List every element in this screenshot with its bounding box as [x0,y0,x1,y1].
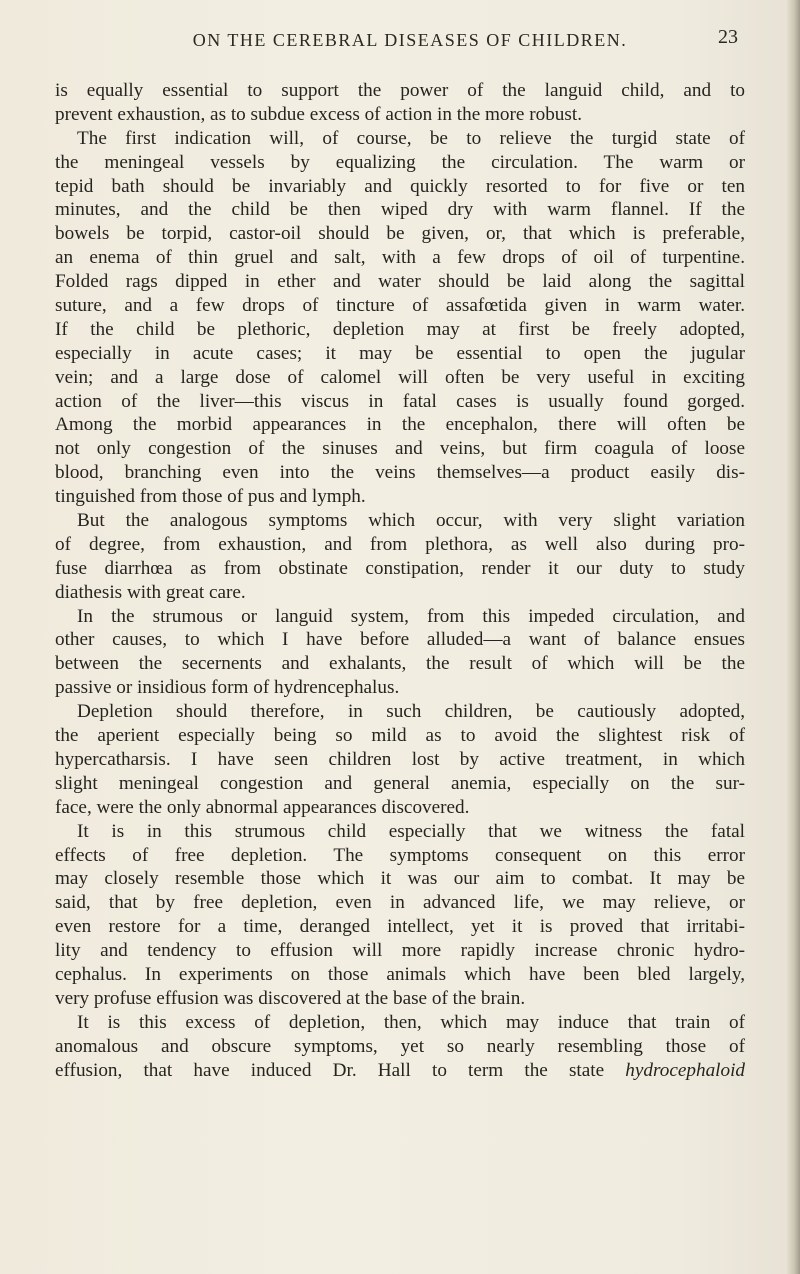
text-line [55,628,745,652]
text-line [55,915,745,939]
text-line-content: tinguished from those of pus and lymph. [55,486,366,508]
text-line-content: the meningeal vessels by equalizing the circulation. The warm or [55,151,745,173]
running-header: ON THE CEREBRAL DISEASES OF CHILDREN. [192,30,628,50]
text-line [55,581,745,605]
text-line-content: not only congestion of the sinuses and veins, but firm coagula of loose [55,438,745,460]
text-line-content: diathesis with great care. [55,581,246,603]
text-line [55,198,745,222]
text-line-content: But the analogous symptoms which occur, with very slight variation [77,510,745,532]
text-line-content: prevent exhaustion, as to subdue excess of action in the more robust. [55,103,582,125]
text-line [55,796,745,820]
text-line-content: It is in this strumous child especially that we witness the fatal [77,820,745,842]
text-line [55,437,745,461]
text-line [55,1011,745,1035]
text-line-content: fuse diarrhœa as from obstinate constipation, render it our duty to study [55,557,745,579]
text-line-content: is equally essential to support the power of the languid child, and to [55,80,745,101]
text-line [55,270,745,294]
text-line-content: effects of free depletion. The symptoms consequent on this error [55,844,745,866]
text-line-content: slight meningeal congestion and general anemia, especially on the sur- [55,772,745,794]
text-line-content: anomalous and obscure symptoms, yet so nearly resembling those of [55,1035,745,1057]
text-line-content: even restore for a time, deranged intellect, yet it is proved that irritabi- [55,916,745,938]
page-number: 23 [718,26,738,48]
text-line-content: lity and tendency to effusion will more rapidly increase chronic hydro- [55,940,745,962]
text-line-content: bowels be torpid, castor-oil should be given, or, that which is preferable, [55,223,745,245]
text-line [55,1059,745,1083]
text-line [55,772,745,796]
text-line [55,318,745,342]
text-line [55,294,745,318]
text-line [55,844,745,868]
text-line [55,724,745,748]
text-line [55,246,745,270]
text-line [55,485,745,509]
italic-term: hydrocephaloid [625,1059,746,1081]
text-line [55,222,745,246]
text-line [55,652,745,676]
text-line-content: The first indication will, of course, be to relieve the turgid state of [77,127,745,149]
text-line-content: cephalus. In experiments on those animals which have been bled largely, [55,963,745,985]
text-line [55,461,745,485]
text-line [55,127,745,151]
text-line-content: especially in acute cases; it may be essential to open the jugular [55,342,745,364]
text-line-content: minutes, and the child be then wiped dry with warm flannel. If the [55,199,745,221]
text-line-content: the aperient especially being so mild as to avoid the slightest risk of [55,725,745,747]
text-line-content: blood, branching even into the veins themselves—a product easily dis- [55,462,745,484]
text-line [55,151,745,175]
page-edge-shadow [786,0,800,1274]
text-line [55,700,745,724]
text-line-content: passive or insidious form of hydrencephalus. [55,677,400,699]
text-line [55,748,745,772]
text-line [55,342,745,366]
text-line [55,413,745,437]
text-line-content: between the secernents and exhalants, the result of which will be the [55,653,745,675]
text-line-content: said, that by free depletion, even in advanced life, we may relieve, or [55,892,745,914]
text-line [55,390,745,414]
text-line-content: hypercatharsis. I have seen children lost by active treatment, in which [55,748,745,770]
text-line [55,820,745,844]
text-line-content: other causes, to which I have before alluded—a want of balance ensues [55,629,745,651]
text-line-content: If the child be plethoric, depletion may at first be freely adopted, [55,318,745,340]
text-line-content: of degree, from exhaustion, and from plethora, as well also during pro- [55,533,745,555]
text-line [55,867,745,891]
text-line [55,939,745,963]
text-line-content: tepid bath should be invariably and quickly resorted to for five or ten [55,175,745,197]
text-line-content: effusion, that have induced Dr. Hall to term the state [55,1059,605,1081]
text-line [55,987,745,1011]
text-line-content: Folded rags dipped in ether and water should be laid along the sagittal [55,271,745,293]
text-line-content: In the strumous or languid system, from this impeded circulation, and [77,605,745,627]
text-line [55,605,745,629]
text-line [55,175,745,199]
text-line [55,1035,745,1059]
text-line [55,963,745,987]
text-line [55,533,745,557]
text-line-content: an enema of thin gruel and salt, with a few drops of oil of turpentine. [55,247,745,269]
text-line-content: may closely resemble those which it was our aim to combat. It may be [55,868,745,890]
text-line [55,676,745,700]
text-line-content: vein; and a large dose of calomel will often be very useful in exciting [55,366,745,388]
text-line-content: face, were the only abnormal appearances discovered. [55,796,470,818]
body-text [55,79,745,1082]
text-line [55,366,745,390]
text-line-content: Depletion should therefore, in such children, be cautiously adopted, [77,701,745,723]
text-line [55,79,745,103]
text-line [55,509,745,533]
text-line [55,103,745,127]
text-line-content: action of the liver—this viscus in fatal cases is usually found gorged. [55,390,745,412]
text-line-content: very profuse effusion was discovered at the base of the brain. [55,987,526,1009]
text-line-content: It is this excess of depletion, then, which may induce that train of [77,1011,745,1033]
text-line-content: suture, and a few drops of tincture of assafœtida given in warm water. [55,295,745,317]
text-line [55,891,745,915]
text-line-content: Among the morbid appearances in the encephalon, there will often be [55,414,745,436]
text-line [55,557,745,581]
